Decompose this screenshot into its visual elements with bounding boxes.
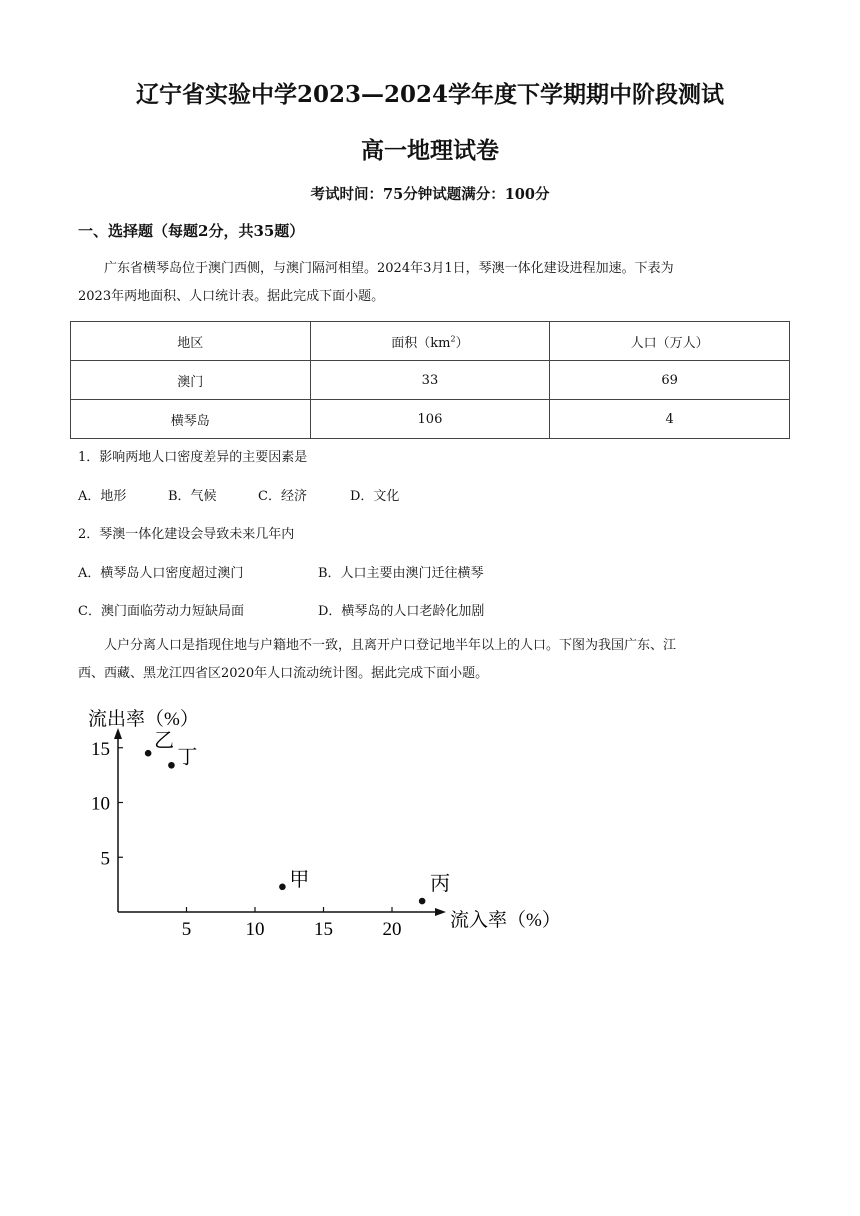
q1-option-a: A．地形	[78, 489, 127, 504]
table-header-row	[71, 322, 790, 361]
q2-option-c: C．澳门面临劳动力短缺局面	[78, 604, 244, 619]
x-tick-label: 5	[181, 919, 192, 940]
data-point-label: 甲	[289, 868, 310, 891]
passage1-line2: 2023年两地面积、人口统计表。据此完成下面小题。	[78, 289, 385, 304]
q2-option-b: B．人口主要由澳门迁往横琴	[318, 566, 484, 581]
q1-option-d: D．文化	[350, 489, 400, 504]
q2-option-d: D．横琴岛的人口老龄化加剧	[318, 604, 485, 619]
table-cell: 106	[310, 400, 550, 439]
section-heading: 一、选择题（每题2分，共35题）	[78, 222, 305, 240]
table-cell: 33	[310, 361, 550, 400]
q2-stem: 2．琴澳一体化建设会导致未来几年内	[78, 527, 295, 542]
q1-stem: 1．影响两地人口密度差异的主要因素是	[78, 450, 308, 465]
q1-option-c: C．经济	[258, 489, 307, 504]
q2-option-a: A．横琴岛人口密度超过澳门	[78, 566, 244, 581]
table-cell: 横琴岛	[71, 400, 311, 439]
data-point-label: 乙	[154, 730, 175, 753]
data-point-label: 丙	[430, 873, 451, 896]
q1-option-b: B．气候	[168, 489, 217, 504]
x-axis-label: 流入率（%）	[450, 910, 561, 931]
table-header-cell: 地区	[71, 322, 311, 361]
paper-subtitle: 高一地理试卷	[361, 137, 499, 164]
y-tick-label: 5	[100, 848, 110, 870]
x-tick-label: 15	[314, 919, 333, 940]
table-header-cell: 人口（万人）	[550, 322, 790, 361]
data-point	[168, 762, 175, 769]
x-tick-label: 20	[382, 919, 402, 940]
passage2-line2: 西、西藏、黑龙江四省区2020年人口流动统计图。据此完成下面小题。	[78, 666, 489, 681]
data-point-label: 丁	[177, 746, 198, 769]
passage1-line1: 广东省横琴岛位于澳门西侧，与澳门隔河相望。2024年3月1日，琴澳一体化建设进程加速。下表为	[104, 261, 674, 276]
y-axis-label: 流出率（%）	[88, 709, 199, 730]
x-tick-label: 10	[245, 919, 265, 940]
data-point	[145, 750, 152, 757]
x-axis-arrow-icon	[435, 908, 446, 916]
y-tick-label: 10	[91, 793, 110, 815]
passage2-line1: 人户分离人口是指现住地与户籍地不一致，且离开户口登记地半年以上的人口。下图为我国广东、江	[104, 638, 677, 653]
y-tick-label: 15	[91, 738, 110, 760]
table-header-cell: 面积$(km^2)$	[310, 322, 550, 361]
table-cell: 4	[550, 400, 790, 439]
table-cell: 澳门	[71, 361, 311, 400]
exam-info: 考试时间：75分钟试题满分：100分	[310, 186, 550, 203]
data-point	[279, 884, 286, 891]
data-point	[419, 898, 426, 905]
table-row	[71, 400, 790, 439]
population-flow-chart	[80, 700, 580, 945]
exam-title: 辽宁省实验中学2023—2024学年度下学期期中阶段测试	[135, 81, 725, 108]
area-population-table	[70, 321, 790, 439]
table-row	[71, 361, 790, 400]
table-cell: 69	[550, 361, 790, 400]
